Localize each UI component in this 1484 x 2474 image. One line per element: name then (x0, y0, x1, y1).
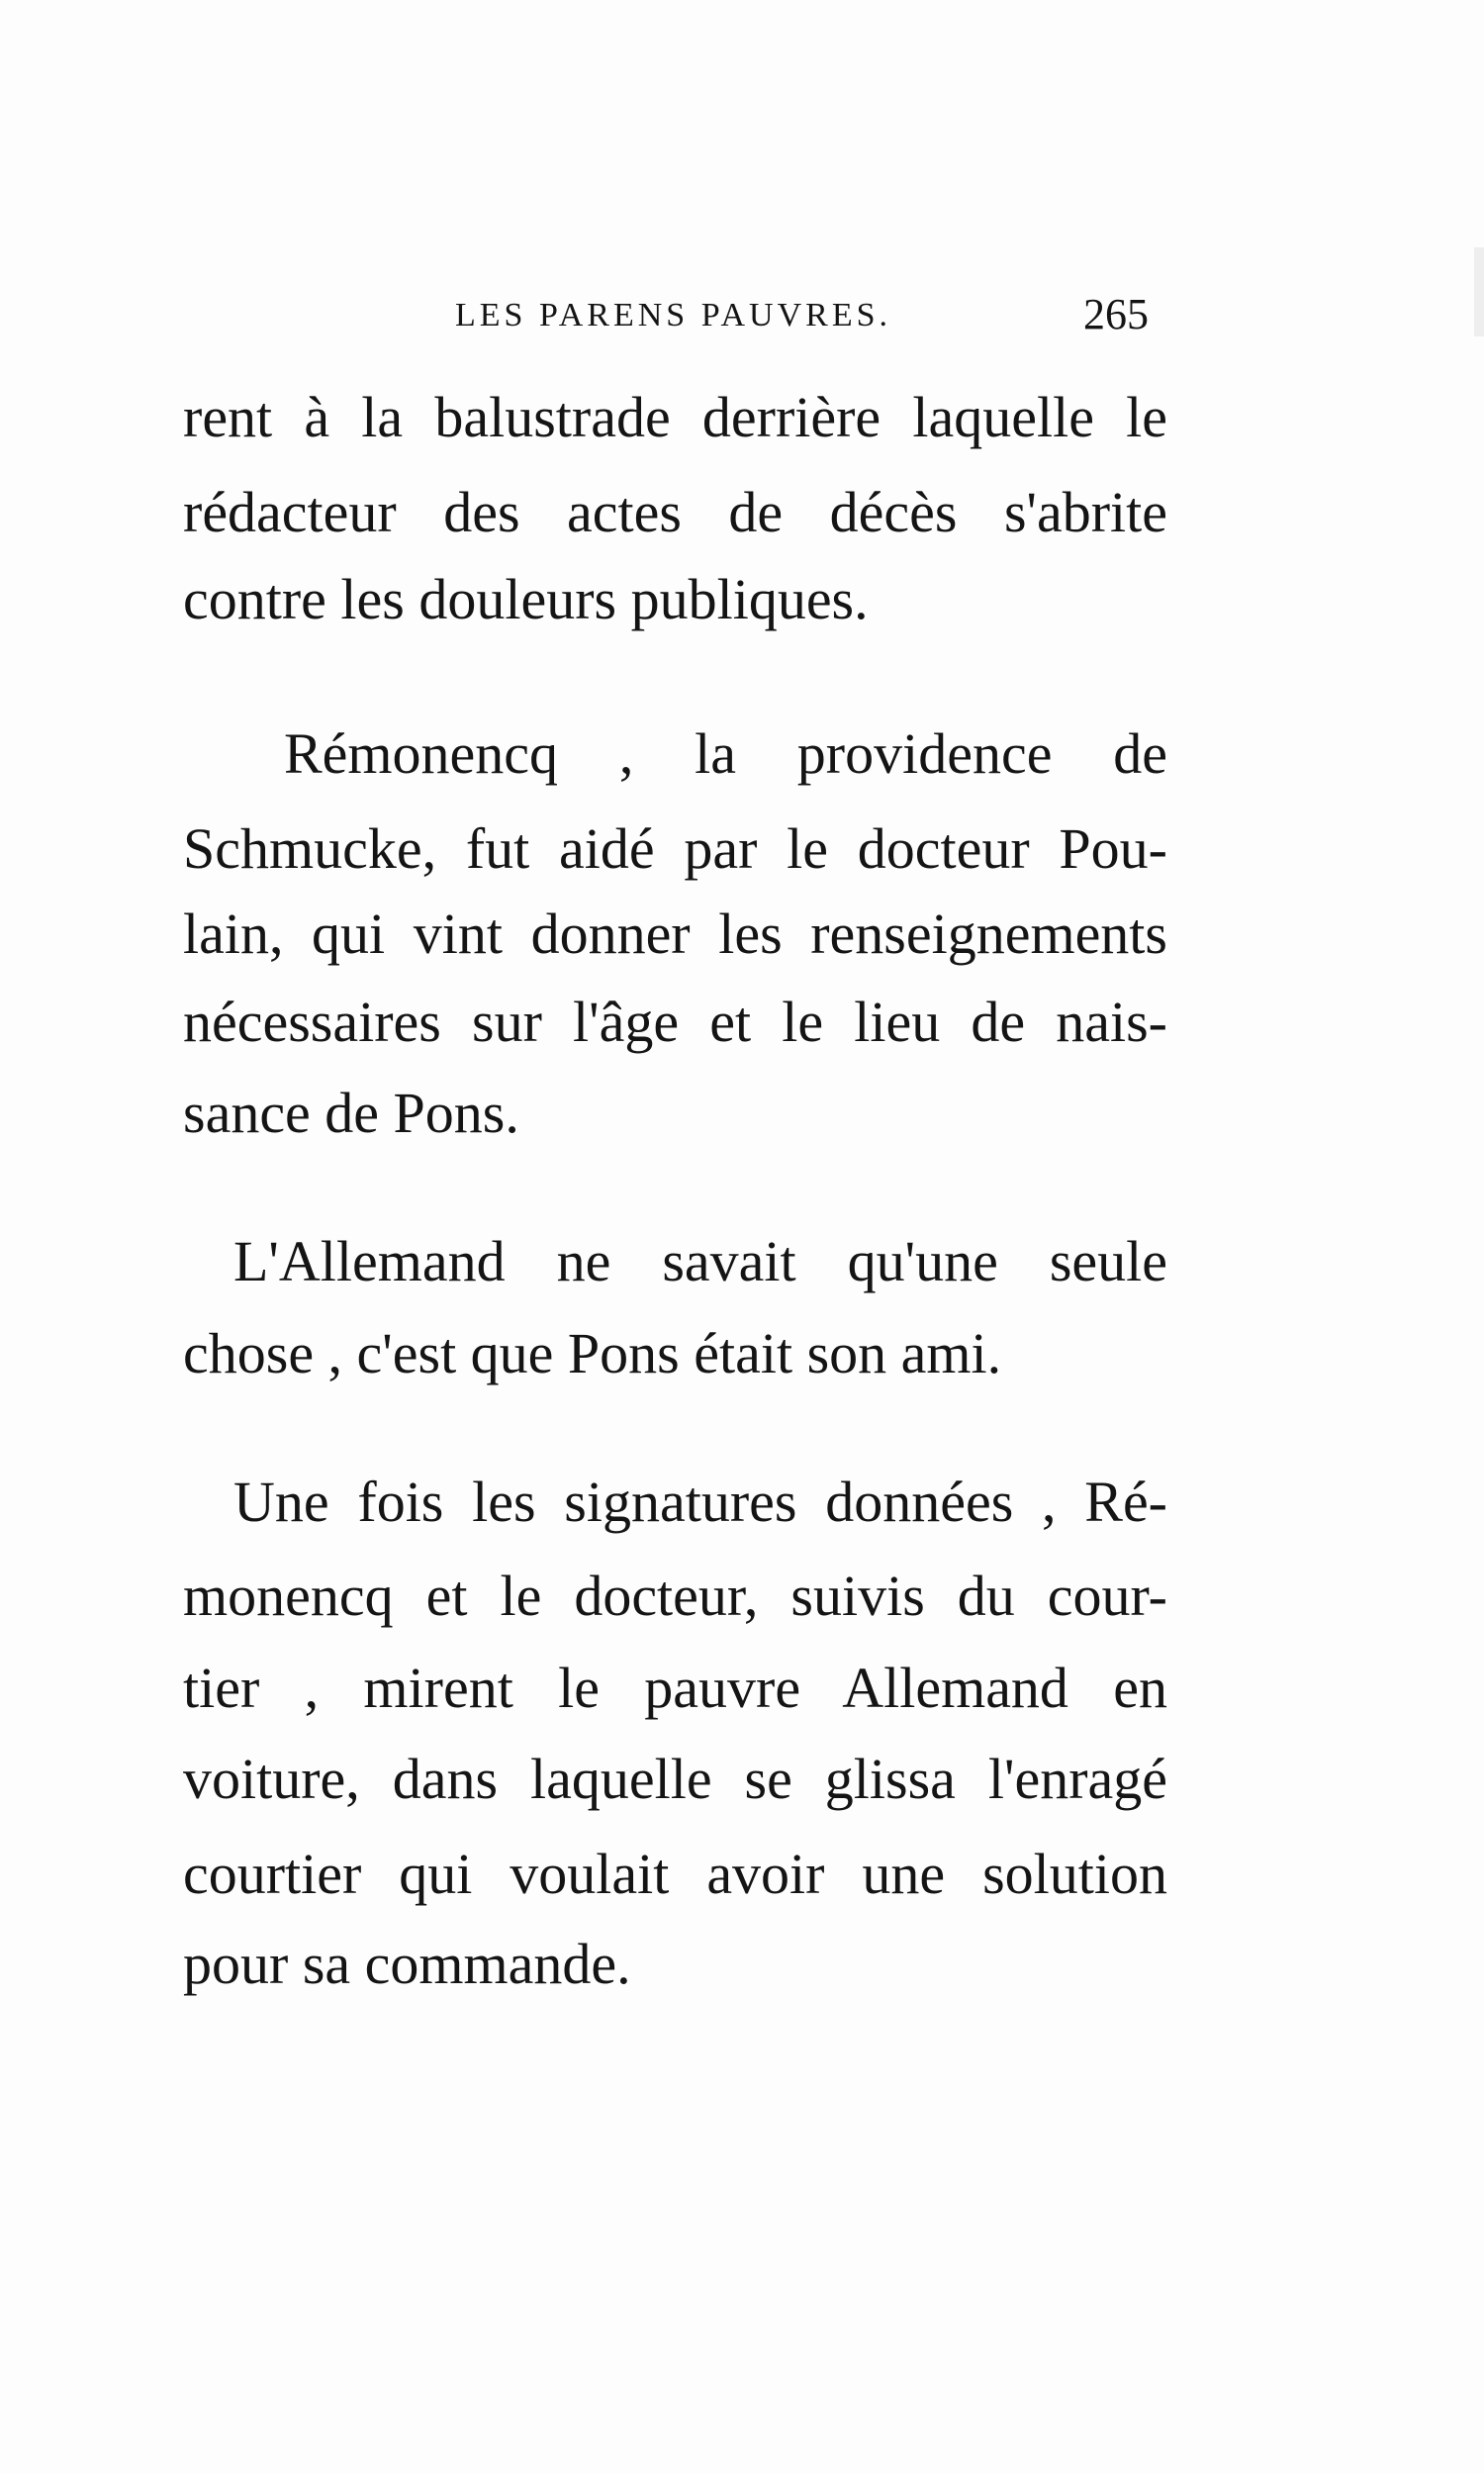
page-edge-shadow (1474, 247, 1484, 336)
text-line: nécessaires sur l'âge et le lieu de nais- (183, 990, 1167, 1054)
text-line: monencq et le docteur, suivis du cour- (183, 1564, 1167, 1628)
text-line: L'Allemand ne savait qu'une seule (233, 1229, 1167, 1293)
running-title: LES PARENS PAUVRES. (455, 297, 892, 333)
text-line: sance de Pons. (183, 1081, 519, 1145)
text-line: tier , mirent le pauvre Allemand en (183, 1656, 1167, 1720)
text-line: pour sa commande. (183, 1932, 631, 1996)
text-line: contre les douleurs publiques. (183, 567, 869, 631)
text-line: Schmucke, fut aidé par le docteur Pou- (183, 816, 1167, 881)
text-line: courtier qui voulait avoir une solution (183, 1842, 1167, 1906)
text-line: Rémonencq , la providence de (284, 721, 1167, 786)
text-line: Une fois les signatures données , Ré- (233, 1470, 1167, 1534)
text-line: rédacteur des actes de décès s'abrite (183, 480, 1167, 544)
text-line: chose , c'est que Pons était son ami. (183, 1321, 1002, 1385)
text-line: voiture, dans laquelle se glissa l'enragé (183, 1747, 1167, 1811)
page-number: 265 (1083, 290, 1149, 338)
text-line: rent à la balustrade derrière laquelle le (183, 385, 1167, 449)
text-line: lain, qui vint donner les renseignements (183, 902, 1167, 966)
